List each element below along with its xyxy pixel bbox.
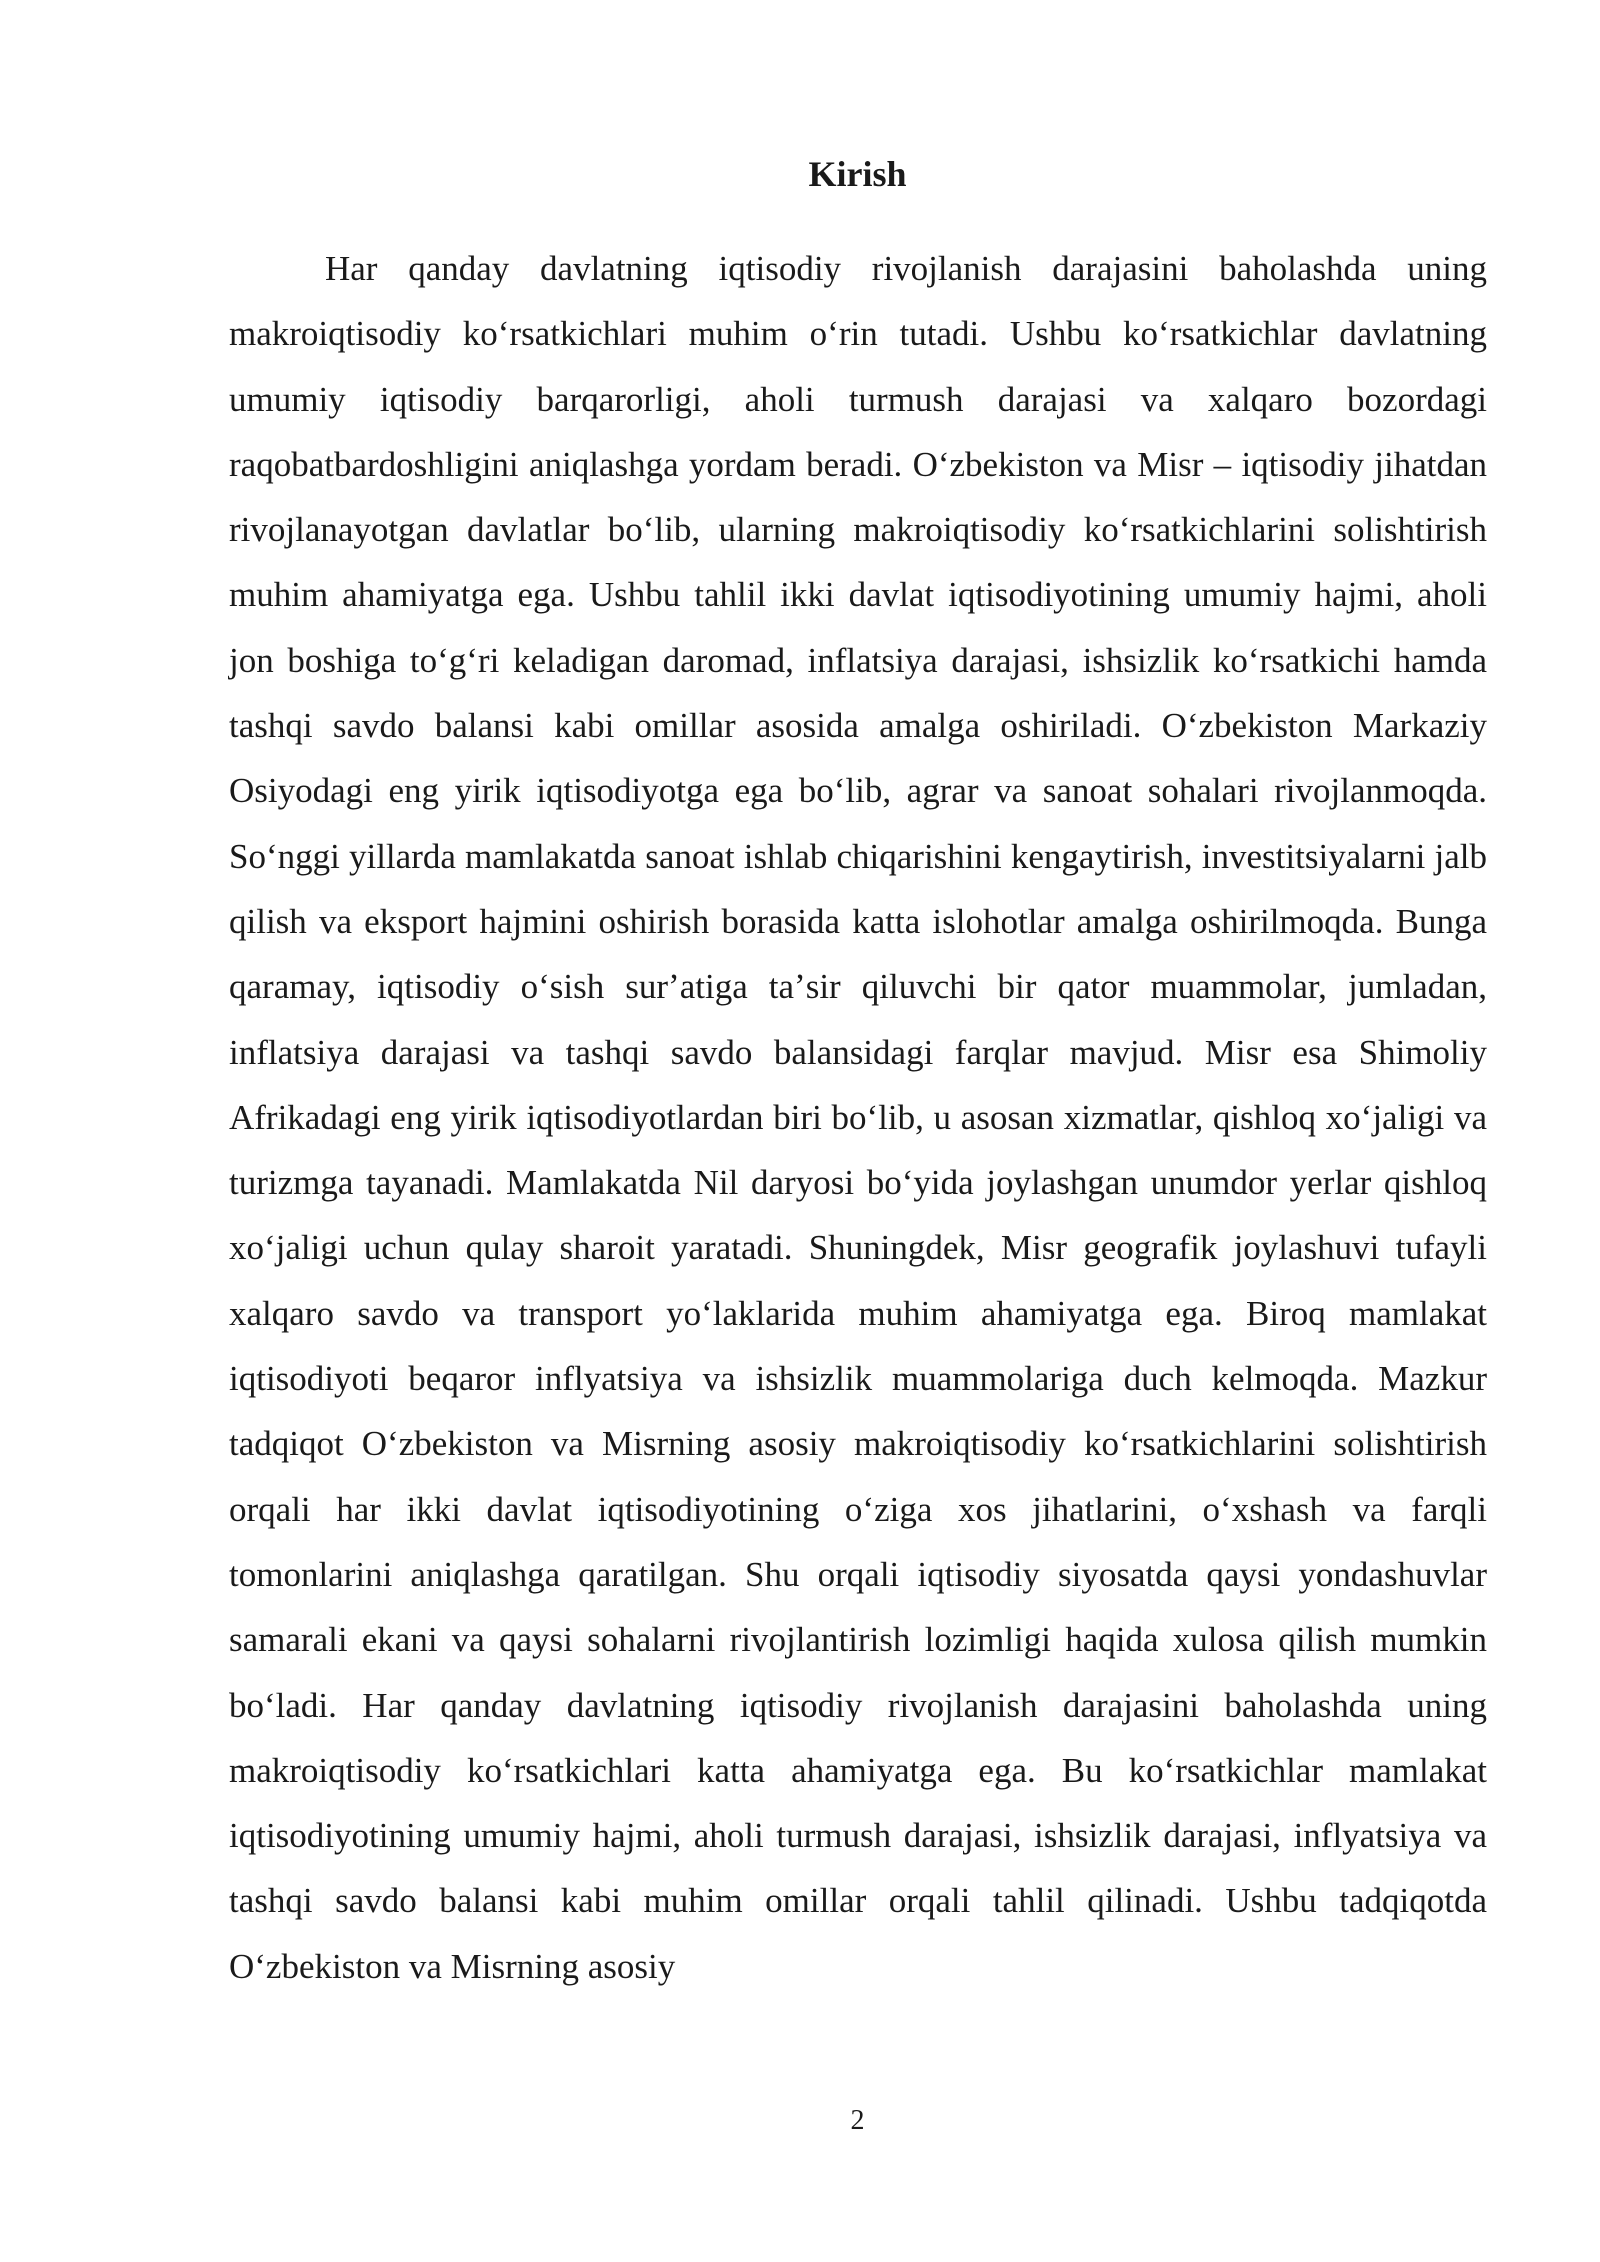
section-title: Kirish — [808, 154, 907, 194]
page-number: 2 — [850, 2105, 865, 2136]
body-paragraph: Har qanday davlatning iqtisodiy rivojlanish darajasini baholashda uning makroiqtisodiy koʻrsatkichlari muhim oʻrin tutadi. Ushbu koʻrsatkichlar davlatning umumiy iqtisodiy barqarorligi, aholi turmush darajasi va xalqaro bozordagi raqobatbardoshligini aniqlashga yordam beradi. Oʻzbekiston va Misr – iqtisodiy jihatdan rivojlanayotgan davlatlar boʻlib, ularning makroiqtisodiy koʻrsatkichlarini solishtirish muhim ahamiyatga ega. Ushbu tahlil ikki davlat iqtisodiyotining umumiy hajmi, aholi jon boshiga toʻgʻri keladigan daromad, inflatsiya darajasi, ishsizlik koʻrsatkichi hamda tashqi savdo balansi kabi omillar asosida amalga oshiriladi. Oʻzbekiston Markaziy Osiyodagi eng yirik iqtisodiyotga ega boʻlib, agrar va sanoat sohalari rivojlanmoqda. Soʻnggi yillarda mamlakatda sanoat ishlab chiqarishini kengaytirish, investitsiyalarni jalb qilish va eksport hajmini oshirish borasida katta islohotlar amalga oshirilmoqda. Bunga qaramay, iqtisodiy oʻsish surʼatiga taʼsir qiluvchi bir qator muammolar, jumladan, inflatsiya darajasi va tashqi savdo balansidagi farqlar mavjud. Misr esa Shimoliy Afrikadagi eng yirik iqtisodiyotlardan biri boʻlib, u asosan xizmatlar, qishloq xoʻjaligi va turizmga tayanadi. Mamlakatda Nil daryosi boʻyida joylashgan unumdor yerlar qishloq xoʻjaligi uchun qulay sharoit yaratadi. Shuningdek, Misr geografik joylashuvi tufayli xalqaro savdo va transport yoʻlaklarida muhim ahamiyatga ega. Biroq mamlakat iqtisodiyoti beqaror inflyatsiya va ishsizlik muammolariga duch kelmoqda. Mazkur tadqiqot Oʻzbekiston va Misrning asosiy makroiqtisodiy koʻrsatkichlarini solishtirish orqali har ikki davlat iqtisodiyotining oʻziga xos jihatlarini, oʻxshash va farqli tomonlarini aniqlashga qaratilgan. Shu orqali iqtisodiy siyosatda qaysi yondashuvlar samarali ekani va qaysi sohalarni rivojlantirish lozimligi haqida xulosa qilish mumkin boʻladi. Har qanday davlatning iqtisodiy rivojlanish darajasini baholashda uning makroiqtisodiy koʻrsatkichlari katta ahamiyatga ega. Bu koʻrsatkichlar mamlakat iqtisodiyotining umumiy hajmi, aholi turmush darajasi, ishsizlik darajasi, inflyatsiya va tashqi savdo balansi kabi muhim omillar orqali tahlil qilinadi. Ushbu tadqiqotda Oʻzbekiston va Misrning asosiy — [229, 249, 1487, 1986]
